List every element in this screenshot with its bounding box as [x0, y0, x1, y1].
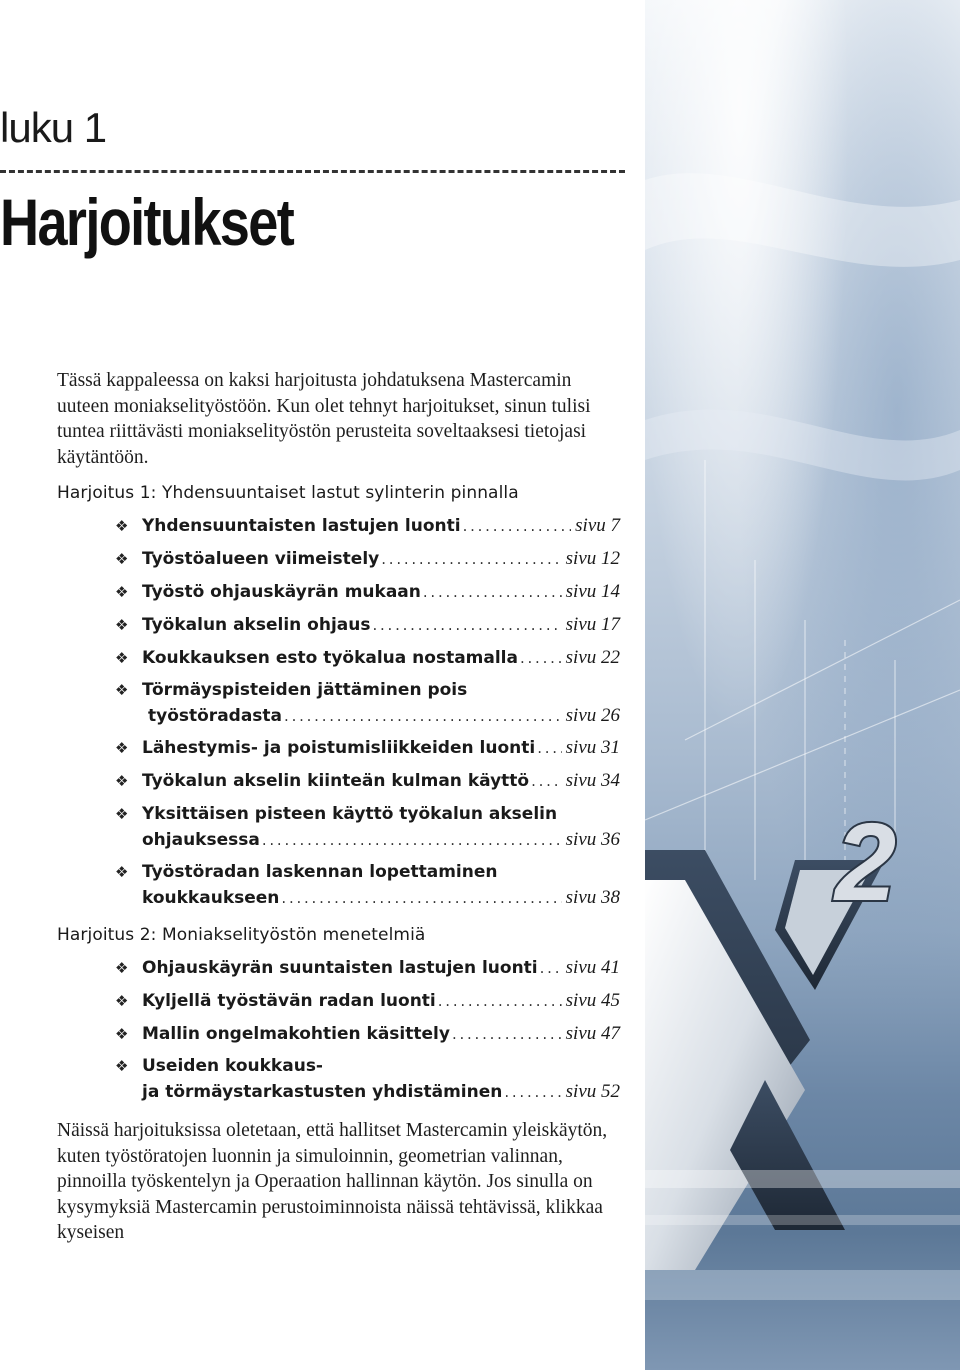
- toc-item-page: sivu 38: [565, 887, 620, 908]
- section-heading-1: Harjoitus 1: Yhdensuuntaiset lastut sylinterin pinnalla: [57, 483, 519, 503]
- toc-item-page: sivu 52: [565, 1081, 620, 1102]
- toc-item[interactable]: [115, 612, 620, 638]
- toc-item-page: sivu 14: [565, 581, 620, 602]
- toc-item-label-cont: koukkaukseen: [142, 888, 280, 908]
- toc-item[interactable]: [115, 645, 620, 671]
- toc-item-label: Mallin ongelmakohtien käsittely: [142, 1024, 450, 1044]
- toc-item-label: Yhdensuuntaisten lastujen luonti: [142, 516, 461, 536]
- toc-item-page: sivu 17: [565, 614, 620, 635]
- toc-item[interactable]: [115, 1021, 620, 1047]
- diamond-bullet-icon: ❖: [115, 805, 129, 823]
- dot-leader: [520, 645, 562, 671]
- diamond-bullet-icon: ❖: [115, 739, 129, 757]
- toc-item-page: sivu 36: [565, 829, 620, 850]
- dot-leader: [284, 703, 562, 729]
- toc-item-page: sivu 22: [565, 647, 620, 668]
- diamond-bullet-icon: ❖: [115, 863, 129, 881]
- toc-item[interactable]: [115, 859, 620, 911]
- toc-item-label: Kyljellä työstävän radan luonti: [142, 991, 436, 1011]
- dot-leader: [540, 955, 562, 981]
- toc-item-label: Koukkauksen esto työkalua nostamalla: [142, 648, 518, 668]
- toc-item-label: Törmäyspisteiden jättäminen pois: [142, 680, 468, 700]
- dot-leader: [438, 988, 562, 1014]
- dot-leader: [463, 513, 572, 539]
- toc-item-page: sivu 41: [565, 957, 620, 978]
- diamond-bullet-icon: ❖: [115, 1057, 129, 1075]
- toc-item[interactable]: [115, 988, 620, 1014]
- dot-leader: [262, 827, 562, 853]
- toc-item-label: Ohjauskäyrän suuntaisten lastujen luonti: [142, 958, 538, 978]
- cover-image: [645, 0, 960, 1370]
- toc-item-label: Työkalun akselin kiinteän kulman käyttö: [142, 771, 530, 791]
- diamond-bullet-icon: ❖: [115, 649, 129, 667]
- toc-item[interactable]: [115, 1053, 620, 1105]
- dot-leader: [531, 768, 562, 794]
- dashed-divider: [0, 170, 625, 173]
- toc-item-label: Työstö ohjauskäyrän mukaan: [142, 582, 421, 602]
- dot-leader: [381, 546, 561, 572]
- svg-text:2: 2: [835, 801, 897, 924]
- toc-item-page: sivu 12: [565, 548, 620, 569]
- toc-item[interactable]: [115, 955, 620, 981]
- toc-item-page: sivu 7: [575, 515, 620, 536]
- diamond-bullet-icon: ❖: [115, 583, 129, 601]
- chapter-title: Harjoitukset: [0, 185, 294, 259]
- toc-item-page: sivu 47: [565, 1023, 620, 1044]
- dot-leader: [504, 1079, 561, 1105]
- toc-item-page: sivu 31: [565, 737, 620, 758]
- diamond-bullet-icon: ❖: [115, 992, 129, 1010]
- toc-item[interactable]: [115, 801, 620, 853]
- toc-item[interactable]: [115, 768, 620, 794]
- dot-leader: [537, 735, 561, 761]
- toc-item[interactable]: [115, 546, 620, 572]
- dot-leader: [452, 1021, 562, 1047]
- diamond-bullet-icon: ❖: [115, 616, 129, 634]
- diamond-bullet-icon: ❖: [115, 550, 129, 568]
- diamond-bullet-icon: ❖: [115, 772, 129, 790]
- diamond-bullet-icon: ❖: [115, 959, 129, 977]
- diamond-bullet-icon: ❖: [115, 1025, 129, 1043]
- toc-item-label-cont: työstöradasta: [148, 706, 283, 726]
- dot-leader: [372, 612, 561, 638]
- toc-item-label: Työstöalueen viimeistely: [142, 549, 380, 569]
- outro-block: [57, 1118, 627, 1246]
- toc-item-label: Työstöradan laskennan lopettaminen: [142, 862, 498, 882]
- dot-leader: [423, 579, 562, 605]
- diamond-bullet-icon: ❖: [115, 517, 129, 535]
- toc-item-page: sivu 26: [565, 705, 620, 726]
- toc-item[interactable]: [115, 579, 620, 605]
- x2-logo-graphic: [645, 0, 960, 1370]
- toc-item-page: sivu 45: [565, 990, 620, 1011]
- toc-item-label: Useiden koukkaus-: [142, 1056, 323, 1076]
- dot-leader: [281, 885, 561, 911]
- outro-paragraph: Näissä harjoituksissa oletetaan, että hallitset Mastercamin yleiskäytön, kuten työstöratojen luonnin ja simuloinnin, geometrian valinnan, pinnoilla työskentelyn ja Operaation hallinnan käytön. Jos sinulla on kysymyksiä Mastercamin perustoiminnoista näissä tehtävissä, klikkaa kyseisen: [57, 1120, 608, 1243]
- toc-item[interactable]: [115, 513, 620, 539]
- intro-block: [57, 368, 627, 470]
- toc-item-label: Työkalun akselin ohjaus: [142, 615, 371, 635]
- toc-item[interactable]: [115, 735, 620, 761]
- toc-item-label: Lähestymis- ja poistumisliikkeiden luonti: [142, 738, 536, 758]
- toc-item-label: Yksittäisen pisteen käyttö työkalun akselin: [142, 804, 558, 824]
- toc-item-page: sivu 34: [565, 770, 620, 791]
- toc-item-label-cont: ja törmäystarkastusten yhdistäminen: [142, 1082, 503, 1102]
- chapter-number: luku 1: [0, 104, 107, 151]
- toc-item-label-cont: ohjauksessa: [142, 830, 260, 850]
- diamond-bullet-icon: ❖: [115, 681, 129, 699]
- section-heading-2: Harjoitus 2: Moniakselityöstön menetelmiä: [57, 925, 426, 945]
- intro-paragraph: Tässä kappaleessa on kaksi harjoitusta johdatuksena Mastercamin uuteen moniakselityöstöön. Kun olet tehnyt harjoitukset, sinun tulisi tuntea riittävästi moniakselityöstön perusteita soveltaaksesi tietojasi käytäntöön.: [57, 370, 591, 468]
- toc-item[interactable]: [115, 677, 620, 729]
